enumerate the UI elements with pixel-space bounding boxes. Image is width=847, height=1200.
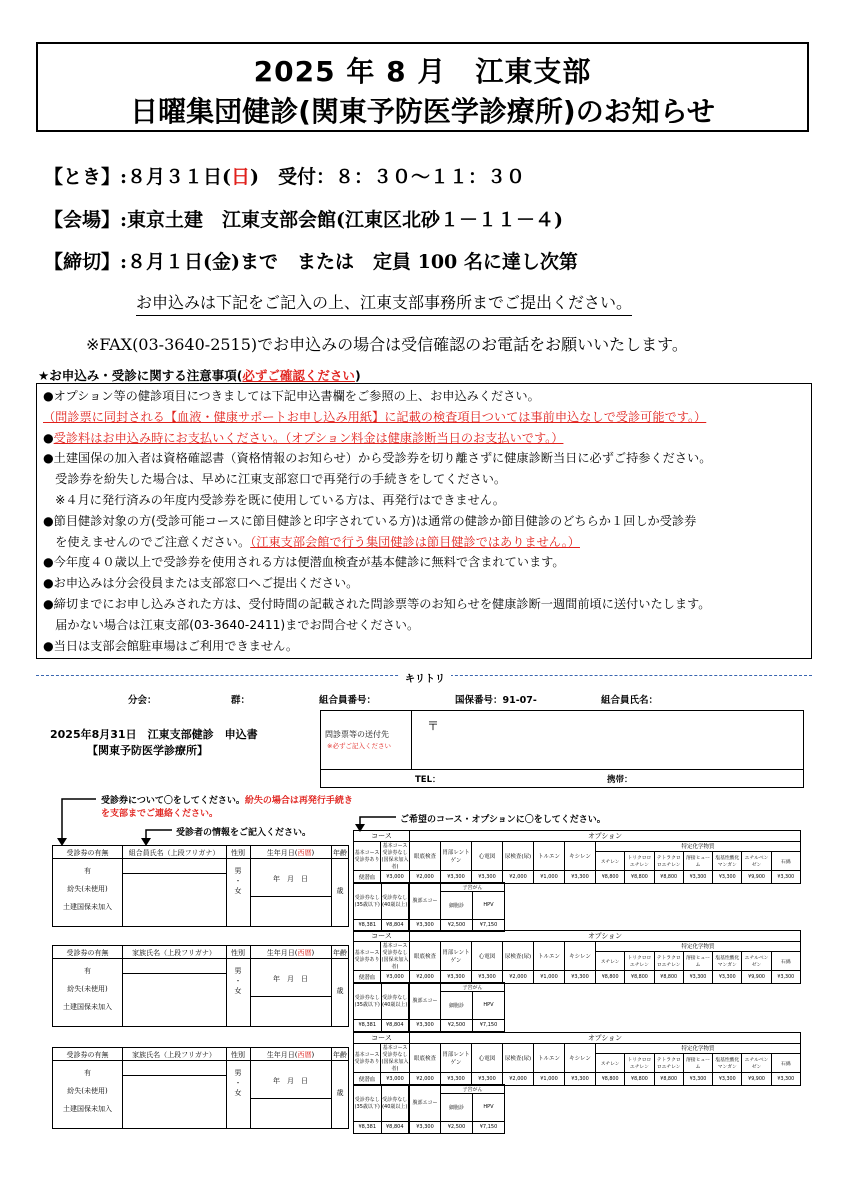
hint-ticket-red1: 紛失の場合は再発行手続き [244,796,353,806]
deadline-value: ８月１日(金)まで または 定員 100 名に達し次第 [127,251,578,273]
ticket-label: 受診券の有無 [66,949,109,957]
age-label: 年齢 [333,949,347,957]
option-item[interactable]: 尿検査(尿) [503,942,534,971]
sex-male[interactable]: 男 [234,967,242,975]
postal-mark: 〒 [427,719,440,733]
option-price: ¥3,300 [565,871,596,884]
sex-male[interactable]: 男 [234,867,242,875]
note-red-text: （江東支部会館で行う集団健診は節目健診ではありません。） [250,534,580,549]
sex-female[interactable]: 女 [234,987,242,995]
special-label: 特定化学物質 [596,842,800,852]
option-item[interactable]: 心電図 [472,842,503,871]
course-basic2[interactable]: 基本コース受診券なし(国保未加入者) [381,1045,409,1072]
option-price: ¥3,300 [472,871,503,884]
ticket-opt-yes[interactable]: 有 [84,967,91,975]
dob-label-close: ) [311,949,315,957]
no-ticket-o40[interactable]: 受診券なし(40歳以上) [381,983,409,1020]
option-price: ¥3,300 [472,1073,503,1086]
notes-header-suffix: ) [354,368,361,383]
ticket-opt-lost[interactable]: 紛失(未使用) [67,1087,108,1095]
note-text: ● [43,430,54,445]
option-item[interactable]: 尿検査(尿) [503,1044,534,1073]
course-basic1[interactable]: 基本コース受診券あり [354,1044,381,1073]
hint-ticket-red2: を支部までご連絡ください。 [101,809,219,819]
notes-header-prefix: ★お申込み・受診に関する注意事項( [38,368,243,383]
dob-label [250,948,331,958]
option-price: ¥2,000 [503,871,534,884]
uterine-price: ¥7,150 [473,919,505,931]
special-item[interactable]: エチルベンゼン [741,1054,770,1072]
uterine-price: ¥3,300 [410,919,441,931]
special-item[interactable]: エチルベンゼン [741,852,770,870]
dob-label-red: 西暦 [297,1051,312,1059]
ticket-opt-none[interactable]: 土建国保未加入 [63,1003,112,1011]
fecal-test: 便潜血 [354,971,381,984]
special-item[interactable]: スチレン [600,1061,620,1067]
uterine-table [409,1084,505,1134]
name-label: 家族氏名（上段フリガナ） [132,1051,216,1059]
uterine-label: 子宮がん [441,983,505,992]
special-price: ¥8,800 [601,1076,619,1082]
name-label: 家族氏名（上段フリガナ） [132,949,216,957]
fax-note: ※FAX(03-3640-2515)でお申込みの場合は受信確認のお電話をお願いいたします。 [86,335,688,354]
no-ticket-o40[interactable]: 受診券なし(40歳以上) [381,883,409,920]
no-ticket-u35[interactable]: 受診券なし(35歳以下) [354,1085,382,1122]
special-item[interactable]: 石綿 [771,852,800,870]
note-red-text: 受診料はお申込み時にお支払いください。（オプション料金は健康診断当日のお支払いです。） [53,430,564,445]
option-item[interactable]: 眼底検査 [410,842,441,871]
special-price: ¥3,300 [712,1073,741,1085]
option-price: ¥2,000 [503,1073,534,1086]
dob-input[interactable]: 年 月 日 [273,875,308,883]
course-area [353,930,801,1032]
cut-label: キリトリ [399,670,451,685]
name-label: 組合員氏名（上段フリガナ） [128,849,220,857]
member-name-label: 組合員氏名： [601,695,659,706]
dob-input[interactable]: 年 月 日 [273,1077,308,1085]
special-price: ¥8,800 [624,1073,653,1085]
sex-label: 性別 [231,949,245,957]
dob-input[interactable]: 年 月 日 [273,975,308,983]
option-price: ¥3,300 [441,971,472,984]
option-price: ¥3,300 [441,871,472,884]
special-item[interactable]: 溶接ヒューム [683,852,712,870]
no-ticket-o40[interactable]: 受診券なし(40歳以上) [381,1085,409,1122]
special-price: ¥8,800 [624,871,653,883]
dob-label [250,848,331,858]
note-text: 受診券を紛失した場合は、早めに江東支部窓口で再発行の手続きをしてください。 [43,472,507,487]
dob-label-close: ) [311,1051,315,1059]
ticket-opt-lost[interactable]: 紛失(未使用) [67,985,108,993]
special-label: 特定化学物質 [596,1044,800,1054]
ticket-opt-none[interactable]: 土建国保未加入 [63,1105,112,1113]
option-item[interactable]: キシレン [565,1044,596,1073]
option-item[interactable]: 眼底検査 [410,942,441,971]
ticket-opt-none[interactable]: 土建国保未加入 [63,903,112,911]
person-box [52,1047,349,1129]
special-item[interactable]: スチレン [600,959,620,965]
name-input[interactable] [123,874,225,924]
dob-label-red: 西暦 [297,949,312,957]
special-price: ¥3,300 [683,871,712,883]
special-item[interactable]: テトラクロロエチレン [654,952,683,970]
special-price: ¥3,300 [712,871,741,883]
uterine-echo[interactable]: 腹部エコー [410,883,441,920]
course-basic2[interactable]: 基本コース受診券なし(国保未加入者) [381,943,409,970]
option-price: ¥2,000 [503,971,534,984]
venue-label: 【会場】: [44,209,128,231]
sex-male[interactable]: 男 [234,1069,242,1077]
application-block [0,1034,847,1147]
option-item[interactable]: 胃部レントゲン [441,942,472,971]
special-price: ¥8,800 [654,1073,683,1085]
special-price: ¥9,900 [741,1073,770,1085]
ticket-opt-yes[interactable]: 有 [84,1069,91,1077]
uterine-label: 子宮がん [441,1085,505,1094]
hint-ticket-text: 受診券について〇をしてください。 [101,796,245,806]
age-label: 年齢 [333,1051,347,1059]
name-input[interactable] [123,1076,225,1126]
uterine-price: ¥2,500 [441,1121,473,1133]
uterine-price: ¥2,500 [441,919,473,931]
special-price: ¥3,300 [683,1073,712,1085]
special-item[interactable]: トリクロロエチレン [624,1054,653,1072]
note-text: ●当日は支部会館駐車場はご利用できません。 [43,638,299,653]
option-item[interactable]: 眼底検査 [410,1044,441,1073]
uterine-price: ¥7,150 [473,1019,505,1031]
price-u35: ¥8,381 [354,1121,382,1133]
special-item[interactable]: 石綿 [771,1054,800,1072]
special-item[interactable]: トリクロロエチレン [624,852,653,870]
name-input[interactable] [123,974,225,1024]
course-basic1[interactable]: 基本コース受診券あり [354,842,381,871]
sex-female[interactable]: 女 [234,887,242,895]
uterine-hpv[interactable]: HPV [473,1094,505,1122]
ticket-opt-yes[interactable]: 有 [84,867,91,875]
note-text: ※４月に発行済みの年度内受診券を既に使用している方は、再発行はできません。 [43,493,505,507]
hint-person: 受診者の情報をご記入ください。 [176,828,312,838]
course-basic1[interactable]: 基本コース受診券あり [354,942,381,971]
option-item[interactable]: 胃部レントゲン [441,842,472,871]
form-subtitle: 【関東予防医学診療所】 [87,744,208,757]
fecal-test: 便潜血 [354,1073,381,1086]
uterine-price: ¥3,300 [410,1019,441,1031]
no-ticket-u35[interactable]: 受診券なし(35歳以下) [354,883,382,920]
option-price: ¥3,300 [565,971,596,984]
ticket-opt-lost[interactable]: 紛失(未使用) [67,885,108,893]
gun-label: 群： [231,695,251,706]
course-header: コース [354,1033,410,1044]
hint-course: ご希望のコース・オプションに〇をしてください。 [400,815,606,825]
uterine-echo[interactable]: 腹部エコー [410,983,441,1020]
course-table [353,930,801,984]
uterine-label: 子宮がん [441,883,505,892]
when-label: 【とき】: [44,166,128,188]
dob-label-red: 西暦 [297,849,312,857]
option-header: オプション [410,831,801,842]
special-item[interactable]: 石綿 [771,952,800,970]
special-item[interactable]: エチルベンゼン [741,952,770,970]
mobile-label: 携帯： [607,775,633,785]
uterine-table [409,882,505,932]
address-label: 問診票等の送付先 [325,730,389,739]
age-unit[interactable]: 歳 [336,987,344,995]
uterine-price: ¥7,150 [473,1121,505,1133]
price-o40: ¥8,804 [381,1121,409,1133]
sex-female[interactable]: 女 [234,1089,242,1097]
basic1-price: ¥3,000 [381,971,410,984]
option-item[interactable]: 心電図 [472,1044,503,1073]
notes-header-red: 必ずご確認ください [242,368,355,383]
price-u35: ¥8,381 [354,1019,382,1031]
uterine-cytology[interactable]: 細胞診 [441,892,473,920]
note-text: ●締切までにお申し込みされた方は、受付時間の記載された問診票等のお知らせを健康診断一週間前頃に送付いたします。 [43,597,711,611]
course-area [353,830,801,932]
application-block [0,932,847,1045]
submit-note: お申込みは下記をご記入の上、江東支部事務所までご提出ください。 [136,290,632,316]
uterine-price: ¥3,300 [410,1121,441,1133]
option-price: ¥2,000 [410,871,441,884]
venue-value: 東京土建 江東支部会館(江東区北砂１－１１－４) [127,209,563,231]
special-item[interactable]: 塩基性酸化マンガン [712,952,741,970]
note-text: 届かない場合は江東支部(03-3640-2411)までお問合せください。 [43,617,420,632]
price-o40: ¥8,804 [381,1019,409,1031]
special-price: ¥8,800 [601,874,619,880]
address-required: ※必ずご記入ください [327,742,391,750]
person-box [52,845,349,927]
person-box [52,945,349,1027]
option-price: ¥3,300 [441,1073,472,1086]
course-header: コース [354,831,410,842]
special-price: ¥8,800 [654,871,683,883]
dob-label-close: ) [311,849,315,857]
option-header: オプション [410,931,801,942]
fecal-test: 便潜血 [354,871,381,884]
note-text: ●節目健診対象の方(受診可能コースに節目健診と印字されている方)は通常の健診か節目健診のどちらか１回しか受診券 [43,513,697,528]
option-price: ¥3,300 [565,1073,596,1086]
sex-dot: ・ [234,1079,242,1087]
note-text: を使えませんのでご注意ください。 [43,534,251,549]
note-text: ●お申込みは分会役員または支部窓口へご提出ください。 [43,576,359,591]
special-item[interactable]: テトラクロロエチレン [654,1054,683,1072]
special-item[interactable]: テトラクロロエチレン [654,852,683,870]
course-area [353,1032,801,1134]
price-o40: ¥8,804 [381,919,409,931]
no-ticket-table [353,882,409,932]
course-table [353,1032,801,1086]
option-price: ¥1,000 [534,971,565,984]
no-ticket-table [353,982,409,1032]
option-item[interactable]: 胃部レントゲン [441,1044,472,1073]
note-text: ●土建国保の加入者は資格確認書（資格情報のお知らせ）から受診券を切り離さずに健康診断当日に必ずご持参ください。 [43,451,712,466]
course-header: コース [354,931,410,942]
sex-label: 性別 [231,849,245,857]
special-item[interactable]: 塩基性酸化マンガン [712,852,741,870]
option-price: ¥1,000 [534,871,565,884]
form-title: 2025年8月31日 江東支部健診 申込書 [50,728,258,741]
option-price: ¥3,300 [472,971,503,984]
special-item[interactable]: 溶接ヒューム [683,952,712,970]
special-price: ¥9,900 [741,971,770,983]
dob-label-text: 生年月日( [266,849,298,857]
ticket-label: 受診券の有無 [66,849,109,857]
deadline-label: 【締切】: [44,251,128,273]
basic1-price: ¥3,000 [381,1073,410,1086]
special-item[interactable]: 溶接ヒューム [683,1054,712,1072]
option-item[interactable]: トルエン [534,942,565,971]
note-text: ●オプション等の健診項目につきましては下記申込書欄をご参照の上、お申込みください。 [43,389,540,403]
option-header: オプション [410,1033,801,1044]
note-text: ●今年度４０歳以上で受診券を使用される方は便潜血検査が基本健診に無料で含まれています。 [43,555,565,570]
member-no-label: 組合員番号： [319,695,377,706]
option-item[interactable]: トルエン [534,1044,565,1073]
special-price: ¥8,800 [654,971,683,983]
option-item[interactable]: 心電図 [472,942,503,971]
when-time: ) 受付：８：３０～１１：３０ [250,166,526,188]
age-unit[interactable]: 歳 [336,1089,344,1097]
when-day: 日 [231,166,251,188]
sex-dot: ・ [234,977,242,985]
course-table [353,830,801,884]
option-price: ¥2,000 [410,1073,441,1086]
special-price: ¥3,300 [712,971,741,983]
when-date: ８月３１日( [127,166,232,188]
note-red-text: （問診票に同封される【血液・健康サポートお申し込み用紙】に記載の検査項目ついては事前申込なしで受診可能です。） [43,409,707,424]
uterine-price: ¥2,500 [441,1019,473,1031]
special-price: ¥3,300 [771,871,800,883]
no-ticket-u35[interactable]: 受診券なし(35歳以下) [354,983,382,1020]
option-price: ¥2,000 [410,971,441,984]
bunkai-label: 分会： [128,695,157,706]
dob-label-text: 生年月日( [266,949,298,957]
special-item[interactable]: スチレン [600,859,620,865]
uterine-cytology[interactable]: 細胞診 [441,992,473,1020]
kokuho-no-label: 国保番号：91-07- [455,695,537,706]
special-price: ¥3,300 [771,1073,800,1085]
dob-label [250,1050,331,1060]
ticket-label: 受診券の有無 [66,1051,109,1059]
title-line2: 日曜集団健診(関東予防医学診療所)のお知らせ [130,95,715,128]
dob-label-text: 生年月日( [266,1051,298,1059]
special-price: ¥3,300 [683,971,712,983]
special-price: ¥8,800 [624,971,653,983]
option-item[interactable]: 尿検査(尿) [503,842,534,871]
uterine-hpv[interactable]: HPV [473,892,505,920]
option-item[interactable]: キシレン [565,942,596,971]
age-label: 年齢 [333,849,347,857]
uterine-cytology[interactable]: 細胞診 [441,1094,473,1122]
sex-dot: ・ [234,877,242,885]
title-line1: 2025 年 8 月 江東支部 [253,55,592,88]
option-price: ¥1,000 [534,1073,565,1086]
basic1-price: ¥3,000 [381,871,410,884]
tel-label: TEL： [415,775,441,785]
special-price: ¥3,300 [771,971,800,983]
special-item[interactable]: 塩基性酸化マンガン [712,1054,741,1072]
option-item[interactable]: トルエン [534,842,565,871]
special-price: ¥9,900 [741,871,770,883]
uterine-table [409,982,505,1032]
uterine-hpv[interactable]: HPV [473,992,505,1020]
special-label: 特定化学物質 [596,942,800,952]
special-price: ¥8,800 [601,974,619,980]
option-item[interactable]: キシレン [565,842,596,871]
age-unit[interactable]: 歳 [336,887,344,895]
sex-label: 性別 [231,1051,245,1059]
price-u35: ¥8,381 [354,919,382,931]
special-item[interactable]: トリクロロエチレン [624,952,653,970]
no-ticket-table [353,1084,409,1134]
uterine-echo[interactable]: 腹部エコー [410,1085,441,1122]
course-basic2[interactable]: 基本コース受診券なし(国保未加入者) [381,843,409,870]
